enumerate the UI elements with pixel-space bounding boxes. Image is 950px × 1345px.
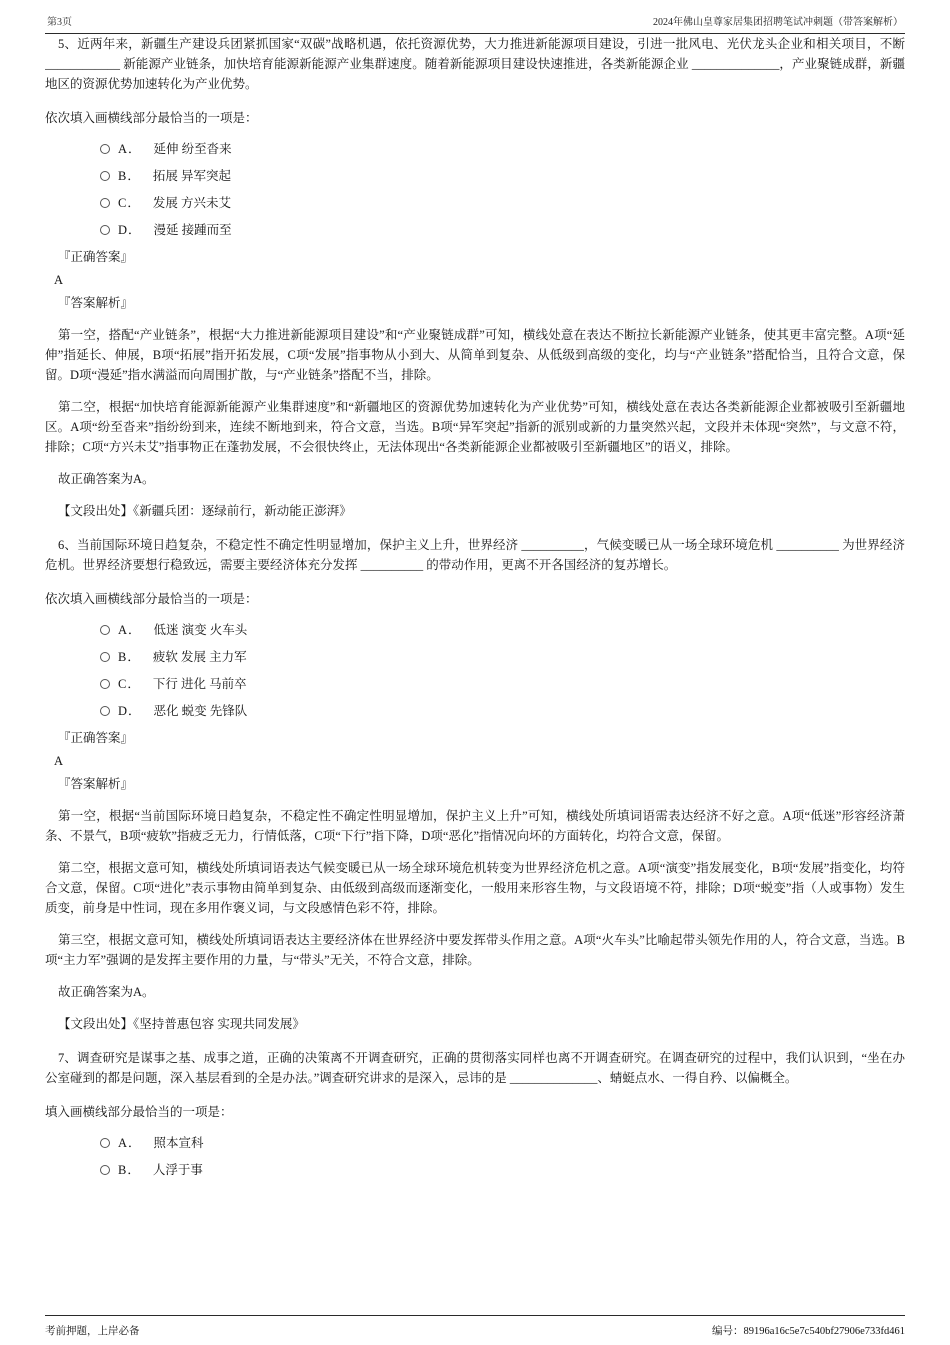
answer-conclusion: 故正确答案为A。 [58, 472, 155, 486]
option-7-b[interactable] [100, 1160, 905, 1180]
answer-conclusion: 故正确答案为A。 [58, 985, 155, 999]
answer-header: 『正确答案』 [58, 731, 134, 745]
option-text: 疲软 发展 主力军 [152, 650, 247, 664]
radio-icon[interactable] [100, 171, 110, 181]
footer-slogan: 考前押题，上岸必备 [45, 1326, 140, 1337]
radio-icon[interactable] [100, 1138, 110, 1148]
option-text: 漫延 接踵而至 [153, 223, 232, 237]
analysis-paragraph: 第一空，搭配“产业链条”，根据“大力推进新能源项目建设”和“产业聚链成群”可知，横线处意在表达不断拉长新能源产业链条，使其更丰富完整。A项“延伸”指延长、伸展，B项“拓展”指开拓发展，C项“发展”指事物从小到大、从简单到复杂、从低级到高级的变化，均与“产业链条”搭配恰当，且符合文意，保留。D项“漫延”指水满溢而向周围扩散，与“产业链条”搭配不当，排除。 [45, 328, 905, 382]
page-number: 第3页 [47, 17, 72, 28]
analysis-paragraph: 第二空，根据“加快培育能源新能源产业集群速度”和“新疆地区的资源优势加速转化为产业优势”可知，横线处意在表达各类新能源企业都被吸引至新疆地区。A项“纷至沓来”指纷纷到来，连续不断地到来，符合文意，当选。B项“异军突起”指新的派别或新的力量突然兴起，文段并未体现“突然”，与文意不符，排除；C项“方兴未艾”指事物正在蓬勃发展，不会很快终止，无法体现出“各类新能源企业都被吸引至新疆地区”的语义，排除。 [45, 400, 905, 454]
question-stem: 7、调查研究是谋事之基、成事之道，正确的决策离不开调查研究，正确的贯彻落实同样也离不开调查研究。在调查研究的过程中，我们认识到，“坐在办公室碰到的都是问题，深入基层看到的全是办法。”调查研究讲求的是深入，忌讳的是 ______________、蜻蜓点水、一得自矜、以偏概全。 [45, 1051, 905, 1085]
option-5-b[interactable] [100, 166, 905, 186]
option-5-a[interactable] [100, 139, 905, 159]
document-body [45, 34, 905, 1187]
page-footer [45, 1315, 905, 1338]
option-6-b[interactable] [100, 647, 905, 667]
radio-icon[interactable] [100, 652, 110, 662]
option-6-a[interactable] [100, 620, 905, 640]
option-text: 人浮于事 [152, 1163, 203, 1177]
question-7 [45, 1048, 905, 1180]
analysis-paragraph: 第一空，根据“当前国际环境日趋复杂，不稳定性不确定性明显增加，保护主义上升”可知，横线处所填词语需表达经济不好之意。A项“低迷”形容经济萧条、不景气，B项“疲软”指疲乏无力，行情低落，C项“下行”指下降，D项“恶化”指情况向坏的方面转化，均符合文意，保留。 [45, 809, 905, 843]
radio-icon[interactable] [100, 198, 110, 208]
question-5 [45, 34, 905, 521]
option-letter: A． [118, 623, 142, 637]
source-reference: 【文段出处】《新疆兵团：逐绿前行，新动能正澎湃》 [58, 504, 352, 518]
question-prompt: 依次填入画横线部分最恰当的一项是： [45, 111, 258, 125]
option-text: 照本宣科 [153, 1136, 204, 1150]
option-5-c[interactable] [100, 193, 905, 213]
option-text: 下行 进化 马前卒 [152, 677, 247, 691]
option-5-d[interactable] [100, 220, 905, 240]
source-reference: 【文段出处】《坚持普惠包容 实现共同发展》 [58, 1017, 305, 1031]
radio-icon[interactable] [100, 625, 110, 635]
option-letter: D． [118, 223, 142, 237]
document-title: 2024年佛山皇尊家居集团招聘笔试冲刺题（带答案解析） [653, 17, 903, 28]
option-letter: C． [118, 196, 141, 210]
analysis-header: 『答案解析』 [58, 296, 134, 310]
radio-icon[interactable] [100, 679, 110, 689]
document-code-label: 编号： [711, 1326, 744, 1337]
radio-icon[interactable] [100, 144, 110, 154]
question-6 [45, 535, 905, 1034]
answer-value: A [54, 273, 64, 287]
option-text: 拓展 异军突起 [152, 169, 231, 183]
option-6-d[interactable] [100, 701, 905, 721]
page-header [45, 0, 905, 34]
option-text: 恶化 蜕变 先锋队 [153, 704, 248, 718]
option-letter: B． [118, 1163, 141, 1177]
document-code [712, 1323, 905, 1338]
answer-header: 『正确答案』 [58, 250, 134, 264]
options-group [45, 1133, 905, 1180]
option-letter: B． [118, 650, 141, 664]
options-group [45, 139, 905, 240]
option-text: 发展 方兴未艾 [152, 196, 231, 210]
analysis-header: 『答案解析』 [58, 777, 134, 791]
analysis-block [45, 325, 905, 457]
option-text: 低迷 演变 火车头 [153, 623, 248, 637]
question-stem: 5、近两年来，新疆生产建设兵团紧抓国家“双碳”战略机遇，依托资源优势，大力推进新能源项目建设，引进一批风电、光伏龙头企业和相关项目，不断 ____________ 新能源产业链条，加快培育能源新能源产业集群速度。随着新能源项目建设快速推进，各类新能源企业 ______________，产业聚链成群，新疆地区的资源优势加速转化为产业优势。 [45, 37, 905, 91]
document-code-value: 89196a16c5e7c540bf27906e733fd461 [743, 1326, 905, 1337]
radio-icon[interactable] [100, 706, 110, 716]
analysis-block [45, 806, 905, 970]
analysis-paragraph: 第二空，根据文意可知，横线处所填词语表达气候变暖已从一场全球环境危机转变为世界经济危机之意。A项“演变”指发展变化，B项“发展”指变化，均符合文意，保留。C项“进化”表示事物由简单到复杂、由低级到高级而逐渐变化，一般用来形容生物，与文段语境不符，排除；D项“蜕变”指（人或事物）发生质变，前身是中性词，现在多用作褒义词，与文段感情色彩不符，排除。 [45, 861, 905, 915]
option-letter: B． [118, 169, 141, 183]
answer-value: A [54, 754, 64, 768]
radio-icon[interactable] [100, 225, 110, 235]
radio-icon[interactable] [100, 1165, 110, 1175]
option-letter: A． [118, 142, 142, 156]
option-letter: A． [118, 1136, 142, 1150]
analysis-paragraph: 第三空，根据文意可知，横线处所填词语表达主要经济体在世界经济中要发挥带头作用之意。A项“火车头”比喻起带头领先作用的人，符合文意，当选。B项“主力军”强调的是发挥主要作用的力量，与“带头”无关，不符合文意，排除。 [45, 933, 905, 967]
option-letter: C． [118, 677, 141, 691]
options-group [45, 620, 905, 721]
question-prompt: 填入画横线部分最恰当的一项是： [45, 1105, 233, 1119]
answer-block [45, 247, 905, 313]
question-stem: 6、当前国际环境日趋复杂，不稳定性不确定性明显增加，保护主义上升，世界经济 __________，气候变暖已从一场全球环境危机 __________ 为世界经济危机。世界经济要想行稳致远，需要主要经济体充分发挥 __________ 的带动作用，更离不开各国经济的复苏增长。 [45, 538, 905, 572]
option-6-c[interactable] [100, 674, 905, 694]
answer-block [45, 728, 905, 794]
question-prompt: 依次填入画横线部分最恰当的一项是： [45, 592, 258, 606]
option-7-a[interactable] [100, 1133, 905, 1153]
option-text: 延伸 纷至沓来 [153, 142, 232, 156]
option-letter: D． [118, 704, 142, 718]
